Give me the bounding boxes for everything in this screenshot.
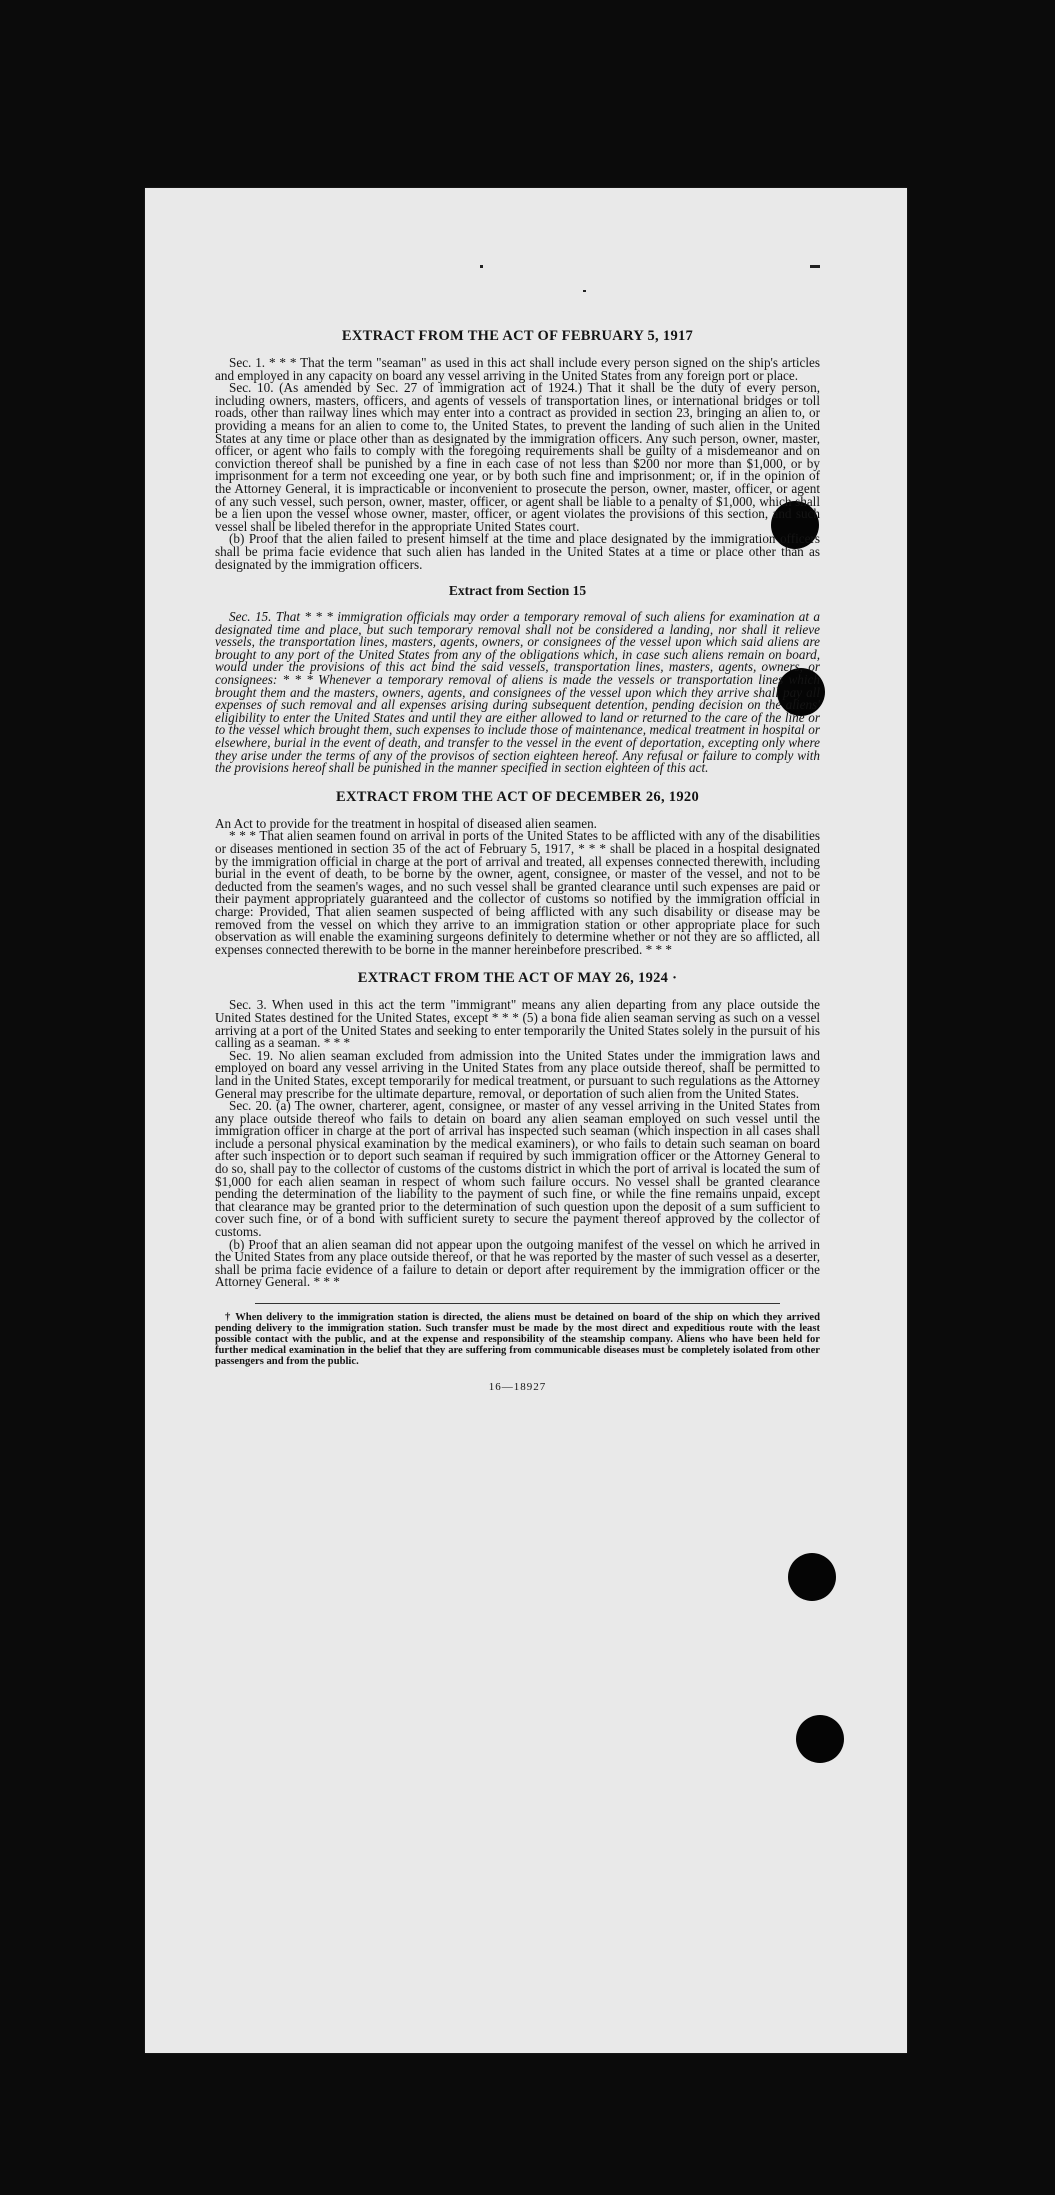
sec20a-paragraph: Sec. 20. (a) The owner, charterer, agent, consignee, or master of any vessel arriving in the United States from any place outside thereof who fails to detain on board any alien seaman employed on such vessel until the immigration officer in charge at the port of arrival has inspected such seaman (which inspection in all cases shall include a personal physical examination by the medical examiners), or who fails to detain such seaman on board after such inspection or to deport such seaman if required by such immigration officer or the Attorney General to do so, shall pay to the collector of customs of the customs district in which the port of arrival is located the sum of $1,000 for each alien seaman in respect of whom such failure occurs. No vessel shall be granted clearance pending the determination of the liability to the payment of such fine, or while the fine remains unpaid, except that clearance may be granted prior to the determination of such question upon the deposit of a sum sufficient to cover such fine, or of a bond with sufficient surety to secure the payment thereof approved by the collector of customs. [215,1098,820,1240]
sec10-paragraph: Sec. 10. (As amended by Sec. 27 of immigration act of 1924.) That it shall be the duty of every person, including owners, masters, officers, and agents of vessels of transportation lines, or international bridges or toll roads, other than railway lines which may enter into a contract as provided in section 23, bringing an alien to, or providing a means for an alien to come to, the United States, to prevent the landing of such alien in the United States at any time or place other than as designated by the immigration officers. Any such person, owner, master, officer, or agent who fails to comply with the foregoing requirements shall be guilty of a misdemeanor and on conviction thereof shall be punished by a fine in each case of not less than $200 nor more than $1,000, or by imprisonment for a term not exceeding one year, or by both such fine and imprisonment; or, if in the opinion of the Attorney General, it is impracticable or inconvenient to prosecute the person, owner, master, officer, or agent of any such vessel, such person, owner, master, officer, or agent shall be liable to a penalty of $1,000, which shall be a lien upon the vessel whose owner, master, officer, or agent violates the provisions of this section, and such vessel shall be libeled therefor in the appropriate United States court. [215,380,820,534]
paper-speck [810,265,820,268]
footnote: † When delivery to the immigration station is directed, the aliens must be detained on board of the ship on which they arrived pending delivery to the immigration station. Such transfer must be made by the most direct and expeditious route with the least possible contact with the public, and at the expense and responsibility of the steamship company. Aliens who have been held for further medical examination in the belief that they are suffering from communicable diseases must be completely isolated from other passengers and from the public. [215,1312,820,1367]
document-page [145,188,907,2053]
sec15-paragraph: Sec. 15. That * * * immigration officials may order a temporary removal of such aliens for examination at a designated time and place, but such temporary removal shall not be considered a landing, nor shall it relieve vessels, the transportation lines, masters, agents, owners, or consignees of the vessel upon which said aliens are brought to any port of the United States from any of the obligations which, in case such aliens remain on board, would under the provisions of this act bind the said vessels, transportation lines, masters, agents, owners, or consignees: * * * Whenever a temporary removal of aliens is made the vessels or transportation lines which brought them and the masters, owners, agents, and consignees of the vessel upon which they arrive shall pay all expenses of such removal and all expenses arising during subsequent detention, pending decision on the aliens' eligibility to enter the United States and until they are either allowed to land or returned to the care of the line or to the vessel which brought them, such expenses to include those of maintenance, medical treatment in hospital or elsewhere, burial in the event of death, and transfer to the vessel in the event of deportation, excepting only where they arise under the terms of any of the provisos of section eighteen hereof. Any refusal or failure to comply with the provisions hereof shall be punished in the manner specified in section eighteen of this act. [215,609,820,776]
footnote-divider [255,1303,780,1304]
section-title-15: Extract from Section 15 [448,583,587,599]
sec19-paragraph: Sec. 19. No alien seaman excluded from admission into the United States under the immigration laws and employed on board any vessel arriving in the United States from any place outside thereof, shall be permitted to land in the United States, except temporarily for medical treatment, or pursuant to such regulations as the Attorney General may prescribe for the ultimate departure, removal, or deportation of such alien from the United States. [215,1047,820,1101]
form-number: 16—18927 [488,1381,547,1393]
sec1-paragraph: Sec. 1. * * * That the term "seaman" as used in this act shall include every person signed on the ship's articles and employed in any capacity on board any vessel arriving in the United States from any foreign port or place. [215,355,820,383]
section-title-1920: EXTRACT FROM THE ACT OF DECEMBER 26, 1920 [335,788,700,805]
paper-speck [583,290,586,292]
paper-speck [480,265,483,268]
act-1920-intro: An Act to provide for the treatment in hospital of diseased alien seamen. [215,815,597,831]
section-title-1924: EXTRACT FROM THE ACT OF MAY 26, 1924 · [357,970,678,987]
section-title-1917: EXTRACT FROM THE ACT OF FEBRUARY 5, 1917 [341,328,694,344]
punch-hole [788,1553,836,1601]
act-1920-paragraph: * * * That alien seamen found on arrival in ports of the United States to be afflicted with any of the disabilities or diseases mentioned in section 35 of the act of February 5, 1917, * * * shall be placed in a hospital designated by the immigration official in charge at the port of arrival and treated, all expenses connected therewith, including burial in the event of death, to be borne by the owner, agent, consignee, or master of the vessel, and not to be deducted from the seamen's wages, and no such vessel shall be granted clearance until such expenses are paid or their payment appropriately guaranteed and the collector of customs so notified by the immigration official in charge: Provided, That alien seamen suspected of being afflicted with any such disability or disease may be removed from the vessel on which they arrive to an immigration station or other appropriate place for such observation as will enable the examining surgeons definitely to determine whether or not they are so afflicted, all expenses connected therewith to be borne in the manner hereinbefore prescribed. * * * [215,828,820,957]
punch-hole [796,1715,844,1763]
sec20b-paragraph: (b) Proof that an alien seaman did not appear upon the outgoing manifest of the vessel on which he arrived in the United States from any place outside thereof, or that he was reported by the master of such vessel as a deserter, shall be prima facie evidence of a failure to detain or deport after requirement by the immigration officer or the Attorney General. * * * [215,1236,820,1290]
sec10b-paragraph: (b) Proof that the alien failed to present himself at the time and place designated by the immigration officers shall be prima facie evidence that such alien has landed in the United States at a time or place other than as designated by the immigration officers. [215,531,820,572]
document-body [215,328,820,1393]
sec3-paragraph: Sec. 3. When used in this act the term "immigrant" means any alien departing from any place outside the United States destined for the United States, except * * * (5) a bona fide alien seaman serving as such on a vessel arriving at a port of the United States and seeking to enter temporarily the United States solely in the pursuit of his calling as a seaman. * * * [215,997,820,1051]
